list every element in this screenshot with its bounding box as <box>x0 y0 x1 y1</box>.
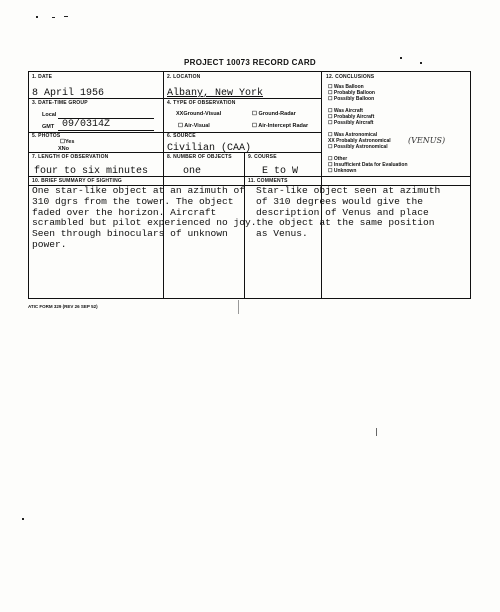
conclusion-was-balloon: ☐ Was Balloon <box>328 84 364 90</box>
check-mark: XX <box>328 138 335 144</box>
conclusion-was-aircraft: ☐ Was Aircraft <box>328 108 363 114</box>
source-value: Civilian (CAA) <box>167 143 252 154</box>
num-objects-label: 8. NUMBER OF OBJECTS <box>167 154 232 160</box>
checkbox-mark: ☐ <box>252 123 257 129</box>
summary-line: One star-like object at an azimuth of <box>32 185 246 196</box>
comments-line: of 310 degrees would give the <box>256 195 423 207</box>
checkbox-mark: ☐ <box>328 162 333 168</box>
checkbox-mark: ☐ <box>328 84 333 90</box>
checkbox-mark: ☐ <box>328 108 333 114</box>
length-label: 7. LENGTH OF OBSERVATION <box>32 154 109 160</box>
photos-yes: ☐Yes <box>60 139 75 145</box>
check-mark: XX <box>176 111 184 117</box>
summary-line: Seen through binoculars of unknown <box>32 228 228 240</box>
comments-line: description of Venus and place <box>256 206 429 218</box>
checkbox-mark: ☐ <box>328 168 333 174</box>
conclusions-label: 12. CONCLUSIONS <box>326 74 375 80</box>
checkbox-mark: ☐ <box>328 144 333 150</box>
conclusion-insufficient-data: ☐ Insufficient Data for Evaluation <box>328 162 408 168</box>
date-value: 8 April 1956 <box>32 88 105 99</box>
photos-label: 5. PHOTOS <box>32 133 61 139</box>
datetime-group-label: 3. DATE-TIME GROUP <box>32 100 88 106</box>
summary-line: 310 dgrs from the tower. The object <box>32 195 234 207</box>
comments-text <box>256 186 440 240</box>
comments-line: Star-like object seen at azimuth <box>256 185 441 196</box>
conclusion-probably-astronomical: XX Probably Astronomical <box>328 138 391 144</box>
conclusion-possibly-astronomical: ☐ Possibly Astronomical <box>328 144 388 150</box>
conclusion-probably-aircraft: ☐ Probably Aircraft <box>328 114 375 120</box>
conclusion-possibly-aircraft: ☐ Possibly Aircraft <box>328 120 374 126</box>
checkbox-mark: ☐ <box>328 156 333 162</box>
conclusion-possibly-balloon: ☐ Possibly Balloon <box>328 96 375 102</box>
card-title: PROJECT 10073 RECORD CARD <box>184 58 316 67</box>
summary-text <box>32 186 257 251</box>
source-label: 6. SOURCE <box>167 133 196 139</box>
grid-line <box>244 152 245 176</box>
photos-no: XNo <box>58 146 70 152</box>
scan-speck <box>64 16 68 17</box>
scan-mark <box>376 428 377 436</box>
summary-label: 10. BRIEF SUMMARY OF SIGHTING <box>32 178 122 184</box>
location-label: 2. LOCATION <box>167 74 201 80</box>
checkbox-mark: ☐ <box>252 111 257 117</box>
obs-ground-radar: ☐ Ground-Radar <box>252 111 296 117</box>
checkbox-mark: ☐ <box>60 139 65 145</box>
checkbox-mark: ☐ <box>328 132 333 138</box>
summary-line: faded over the horizon. Aircraft <box>32 206 217 218</box>
checkbox-mark: ☐ <box>328 96 333 102</box>
comments-label: 11. COMMENTS <box>248 178 288 184</box>
scan-speck <box>52 17 55 18</box>
scan-mark <box>238 300 239 314</box>
scan-speck <box>36 16 38 18</box>
scan-speck <box>22 518 24 520</box>
summary-line: power. <box>32 238 67 250</box>
gmt-value: 09/0314Z <box>62 119 111 130</box>
local-label: Local <box>42 112 57 118</box>
gmt-underline <box>58 130 154 131</box>
check-mark: X <box>58 146 62 152</box>
checkbox-mark: ☐ <box>178 123 183 129</box>
checkbox-mark: ☐ <box>328 114 333 120</box>
course-label: 9. COURSE <box>248 154 277 160</box>
observation-type-label: 4. TYPE OF OBSERVATION <box>167 100 236 106</box>
obs-air-visual: ☐ Air-Visual <box>178 123 210 129</box>
conclusion-other: ☐ Other <box>328 156 348 162</box>
form-number-footer: ATIC FORM 329 (REV 26 SEP 52) <box>28 304 98 309</box>
comments-line: as Venus. <box>256 228 308 240</box>
obs-ground-visual: XXGround-Visual <box>176 111 222 117</box>
conclusion-unknown: ☐ Unknown <box>328 168 357 174</box>
num-objects-value: one <box>183 166 202 177</box>
handwritten-venus-note: (VENUS) <box>408 136 446 145</box>
date-label: 1. DATE <box>32 74 53 80</box>
location-value: Albany, New York <box>167 88 264 99</box>
comments-line: the object at the same position <box>256 217 435 229</box>
checkbox-mark: ☐ <box>328 90 333 96</box>
conclusion-was-astronomical: ☐ Was Astronomical <box>328 132 378 138</box>
obs-air-intercept-radar: ☐ Air-Intercept Radar <box>252 123 309 129</box>
gmt-label: GMT <box>42 124 55 130</box>
course-value: E to W <box>262 166 299 177</box>
length-value: four to six minutes <box>34 166 149 177</box>
conclusion-probably-balloon: ☐ Probably Balloon <box>328 90 375 96</box>
summary-line: scrambled but pilot experienced no joy. <box>32 217 257 229</box>
checkbox-mark: ☐ <box>328 120 333 126</box>
